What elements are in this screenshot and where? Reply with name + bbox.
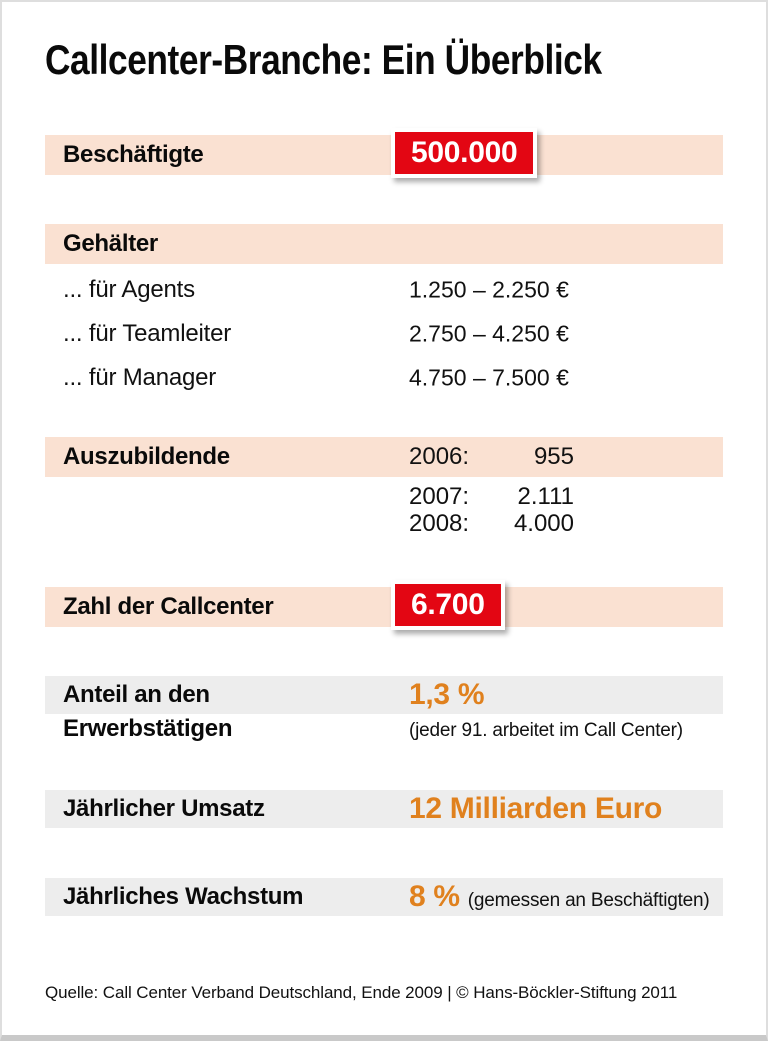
row-zahl-callcenter (45, 587, 723, 627)
salary-row-agents (45, 268, 723, 312)
row-umsatz (45, 790, 723, 828)
wachstum-label: Jährliches Wachstum (63, 883, 304, 910)
umsatz-label: Jährlicher Umsatz (63, 795, 265, 822)
anteil-note: (jeder 91. arbeitet im Call Center) (409, 720, 683, 741)
salary-teamleiter-value: 2.750 – 4.250 € (409, 320, 569, 347)
auszubildende-label: Auszubildende (63, 443, 230, 470)
row-auszubildende (45, 437, 723, 477)
anteil-label-line1: Anteil an den (63, 681, 210, 708)
zahl-callcenter-label: Zahl der Callcenter (63, 593, 274, 620)
salary-agents-value: 1.250 – 2.250 € (409, 276, 569, 303)
gehaelter-rows (45, 268, 723, 400)
source-line: Quelle: Call Center Verband Deutschland, Ende 2009 | © Hans-Böckler-Stiftung 2011 (45, 983, 678, 1002)
azubi-line-2007 (409, 483, 723, 510)
row-anteil (45, 676, 723, 714)
azubi-line-2008 (409, 510, 723, 537)
salary-manager-label: ... für Manager (63, 364, 217, 391)
auszubildende-extra-lines (409, 483, 723, 537)
azubi-year-2007: 2007: (409, 483, 470, 510)
salary-row-teamleiter (45, 312, 723, 356)
salary-agents-label: ... für Agents (63, 276, 195, 303)
gehaelter-header-label: Gehälter (63, 230, 158, 257)
wachstum-note: (gemessen an Beschäftigten) (467, 890, 710, 911)
beschaeftigte-badge-value: 500.000 (395, 132, 533, 174)
beschaeftigte-label: Beschäftigte (63, 141, 204, 168)
azubi-value-2008: 4.000 (513, 510, 574, 537)
azubi-year-2006: 2006: (409, 443, 470, 470)
anteil-value: 1,3 % (409, 678, 485, 711)
azubi-year-2008: 2008: (409, 510, 470, 537)
wachstum-value-group (409, 880, 710, 914)
row-gehaelter-header (45, 224, 723, 264)
salary-teamleiter-label: ... für Teamleiter (63, 320, 232, 347)
row-anteil-second-line (45, 714, 723, 744)
row-wachstum (45, 878, 723, 916)
salary-row-manager (45, 356, 723, 400)
salary-manager-value: 4.750 – 7.500 € (409, 364, 569, 391)
page-title: Callcenter-Branche: Ein Überblick (45, 36, 602, 83)
auszubildende-2006-line (409, 443, 574, 471)
row-beschaeftigte (45, 135, 723, 175)
zahl-callcenter-badge (391, 580, 505, 630)
azubi-value-2006: 955 (533, 443, 574, 470)
zahl-callcenter-badge-value: 6.700 (395, 584, 501, 626)
azubi-value-2007: 2.111 (517, 483, 574, 510)
umsatz-value: 12 Milliarden Euro (409, 792, 662, 825)
beschaeftigte-badge (391, 128, 537, 178)
azubi-line-2006 (409, 443, 574, 471)
anteil-label-line2: Erwerbstätigen (63, 715, 233, 742)
wachstum-value: 8 % (409, 880, 460, 913)
